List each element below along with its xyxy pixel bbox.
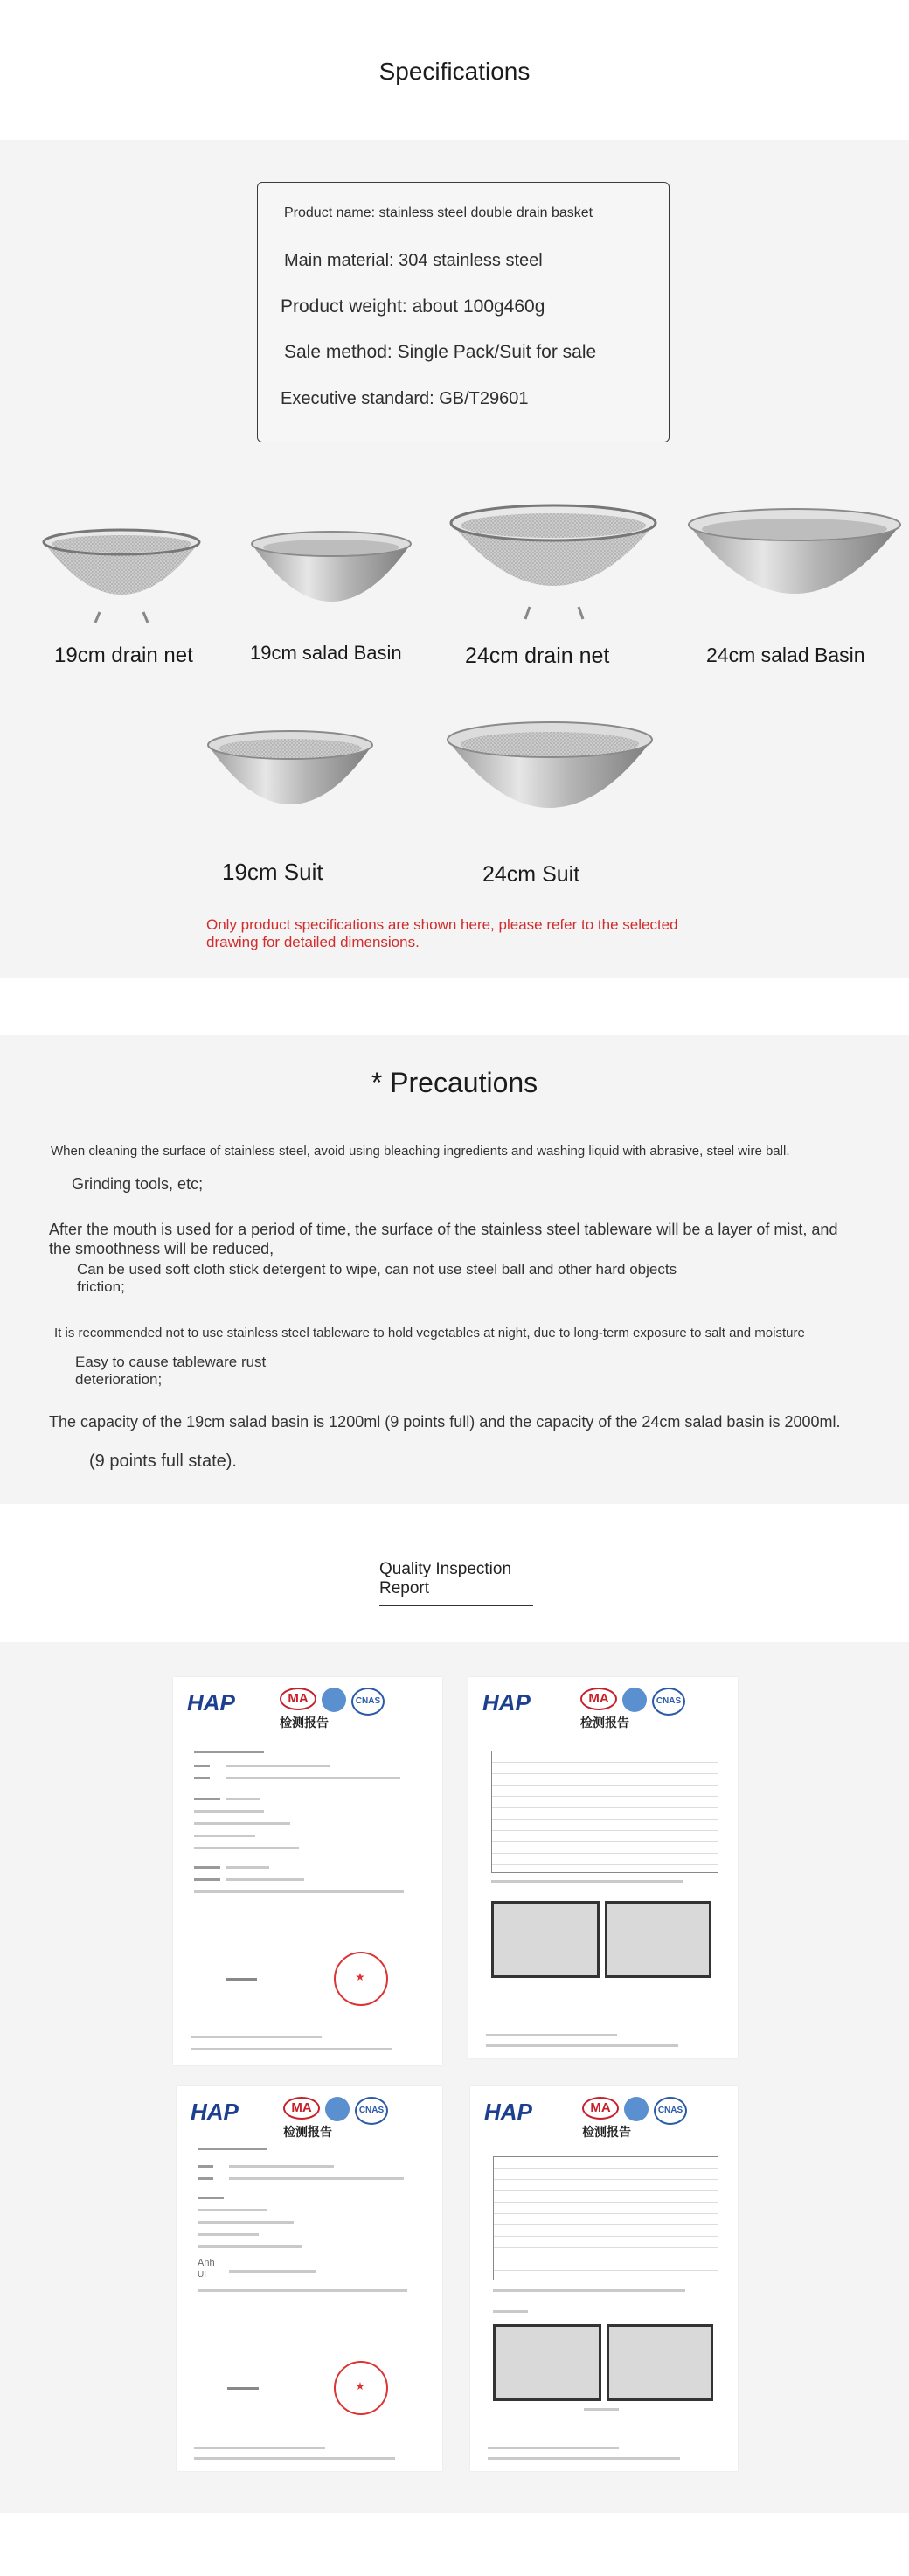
- dimension-note-line1: Only product specifications are shown here, please refer to the selected: [206, 916, 678, 933]
- annotation-mark-1: Anh: [198, 2258, 215, 2268]
- results-table: [493, 2156, 718, 2280]
- precaution-1: When cleaning the surface of stainless steel, avoid using bleaching ingredients and washing liquid with abrasive, steel wire ball.: [51, 1144, 790, 1159]
- report-page-4: [470, 2086, 738, 2471]
- product-image-24cm-suit: [444, 717, 656, 848]
- caption-24cm-salad-basin: 24cm salad Basin: [706, 644, 865, 666]
- sample-photo-2: [607, 2324, 713, 2401]
- report-title: 检测报告: [280, 1716, 329, 1730]
- caption-19cm-drain-net: 19cm drain net: [54, 644, 193, 667]
- product-image-19cm-drain-net: [38, 525, 205, 638]
- precaution-3-cont: Easy to cause tableware rust: [75, 1354, 267, 1370]
- spec-sale-method: Sale method: Single Pack/Suit for sale: [284, 342, 597, 362]
- ilac-logo: [624, 2097, 649, 2121]
- precaution-3: It is recommended not to use stainless steel tableware to hold vegetables at night, due to long-term exposure to salt and moisture: [54, 1326, 805, 1340]
- dimension-note-line2: drawing for detailed dimensions.: [206, 934, 420, 950]
- precaution-2-detail-cont: friction;: [77, 1278, 125, 1295]
- ilac-logo: [325, 2097, 350, 2121]
- ilac-logo: [322, 1688, 346, 1712]
- annotation-mark-2: UI: [198, 2270, 206, 2280]
- precautions-title: * Precautions: [371, 1067, 538, 1098]
- precaution-2-detail: Can be used soft cloth stick detergent to wipe, can not use steel ball and other hard objects: [77, 1261, 677, 1278]
- precaution-3-cont2: deterioration;: [75, 1371, 163, 1388]
- report-page-2: [468, 1677, 738, 2058]
- spec-box: [257, 182, 670, 442]
- spec-product-name: Product name: stainless steel double drain basket: [284, 205, 593, 220]
- quality-section: [0, 1642, 909, 2513]
- sample-photo-1: [493, 2324, 601, 2401]
- results-table: [491, 1751, 718, 1873]
- quality-title-underline: [379, 1605, 533, 1606]
- precaution-2: After the mouth is used for a period of time, the surface of the stainless steel tableware will be a layer of mist, and: [49, 1221, 838, 1238]
- report-page-1: [173, 1677, 442, 2065]
- report-title: 检测报告: [283, 2125, 332, 2139]
- ma-logo: MA: [283, 2097, 320, 2120]
- cnas-logo: CNAS: [652, 1688, 685, 1716]
- ma-logo: MA: [580, 1688, 617, 1710]
- caption-19cm-suit: 19cm Suit: [222, 859, 323, 885]
- caption-19cm-salad-basin: 19cm salad Basin: [250, 642, 402, 664]
- spec-weight: Product weight: about 100g460g: [281, 296, 545, 317]
- quality-title-line2: Report: [379, 1579, 430, 1598]
- report-page-3: [177, 2086, 442, 2471]
- caption-24cm-drain-net: 24cm drain net: [465, 644, 610, 668]
- report-title: 检测报告: [580, 1716, 629, 1730]
- report-title: 检测报告: [582, 2125, 631, 2139]
- official-seal: [334, 2361, 388, 2415]
- cnas-logo: CNAS: [654, 2097, 687, 2125]
- sample-photo-2: [605, 1901, 711, 1978]
- specifications-title: Specifications: [378, 58, 531, 85]
- precaution-1-cont: Grinding tools, etc;: [72, 1175, 204, 1193]
- product-image-19cm-suit: [205, 726, 376, 839]
- product-image-19cm-salad-basin: [248, 528, 414, 633]
- ma-logo: MA: [280, 1688, 316, 1710]
- precaution-2-cont: the smoothness will be reduced,: [49, 1240, 274, 1257]
- hap-logo: HAP: [191, 2099, 239, 2125]
- ma-logo: MA: [582, 2097, 619, 2120]
- precautions-section: [0, 1035, 909, 1504]
- sample-photo-1: [491, 1901, 600, 1978]
- hap-logo: HAP: [187, 1689, 235, 1716]
- caption-24cm-suit: 24cm Suit: [482, 862, 580, 887]
- cnas-logo: CNAS: [355, 2097, 388, 2125]
- official-seal: [334, 1952, 388, 2006]
- product-image-24cm-salad-basin: [685, 505, 904, 628]
- hap-logo: HAP: [482, 1689, 531, 1716]
- precaution-4: The capacity of the 19cm salad basin is 1200ml (9 points full) and the capacity of the 24cm salad basin is 2000ml.: [49, 1413, 841, 1431]
- hap-logo: HAP: [484, 2099, 532, 2125]
- cnas-logo: CNAS: [351, 1688, 385, 1716]
- quality-title-line1: Quality Inspection: [379, 1560, 512, 1578]
- product-image-24cm-drain-net: [446, 500, 661, 631]
- ilac-logo: [622, 1688, 647, 1712]
- spec-standard: Executive standard: GB/T29601: [281, 389, 529, 408]
- precaution-4-highlight: (9 points full state).: [89, 1452, 237, 1471]
- spec-material: Main material: 304 stainless steel: [284, 251, 543, 270]
- specifications-section: [0, 140, 909, 978]
